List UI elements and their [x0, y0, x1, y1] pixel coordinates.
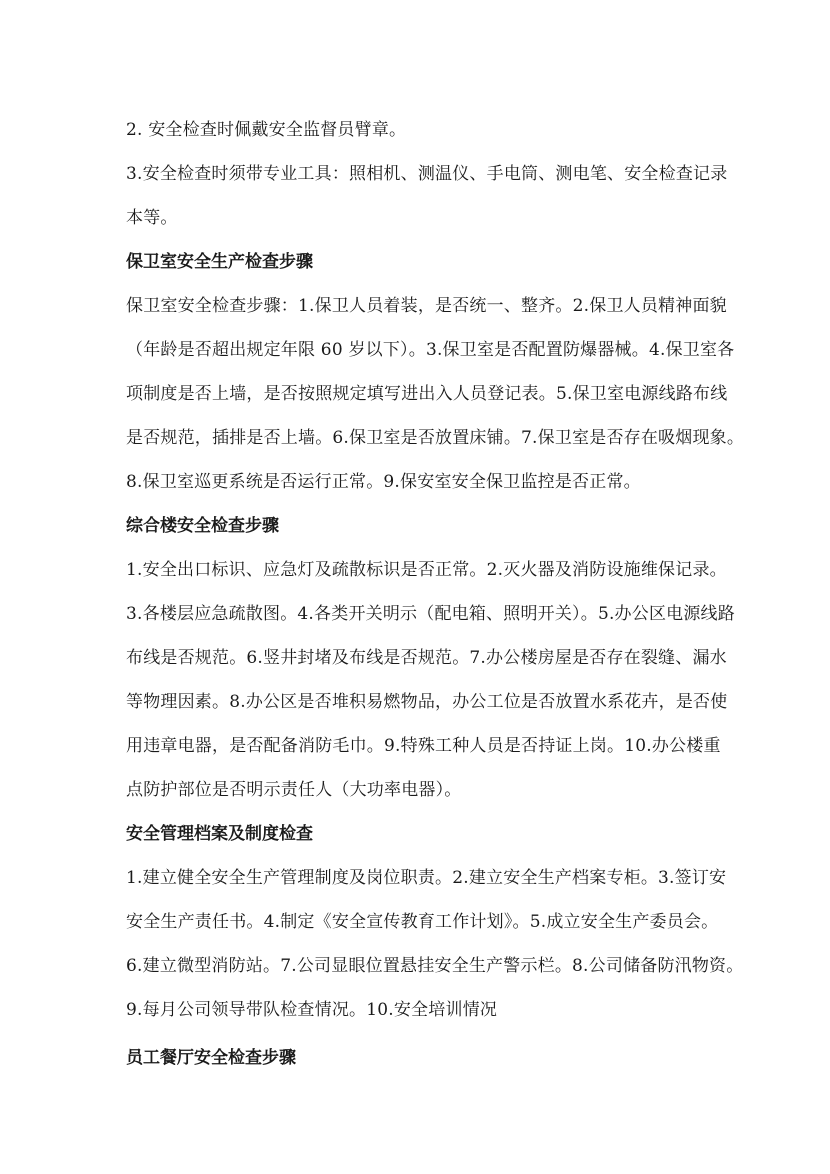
paragraph-line: 1.建立健全安全生产管理制度及岗位职责。2.建立安全生产档案专柜。3.签订安: [126, 868, 727, 888]
section-heading: 综合楼安全检查步骤: [126, 516, 279, 536]
section-heading: 员工餐厅安全检查步骤: [126, 1048, 296, 1068]
paragraph-line: 是否规范，插排是否上墙。6.保卫室是否放置床铺。7.保卫室是否存在吸烟现象。: [126, 428, 745, 448]
paragraph-line: 布线是否规范。6.竖井封堵及布线是否规范。7.办公楼房屋是否存在裂缝、漏水: [126, 648, 727, 668]
paragraph-line: 8.保卫室巡更系统是否运行正常。9.保安室安全保卫监控是否正常。: [126, 472, 641, 492]
paragraph-line: （年龄是否超出规定年限 60 岁以下）。3.保卫室是否配置防爆器械。4.保卫室各: [126, 340, 735, 360]
document-page: [126, 108, 745, 1080]
section-heading: 安全管理档案及制度检查: [126, 824, 313, 844]
paragraph-line: 点防护部位是否明示责任人（大功率电器）。: [126, 780, 462, 800]
paragraph-line: 3.安全检查时须带专业工具：照相机、测温仪、手电筒、测电笔、安全检查记录: [126, 164, 728, 184]
paragraph-line: 2. 安全检查时佩戴安全监督员臂章。: [126, 120, 407, 140]
paragraph-line: 6.建立微型消防站。7.公司显眼位置悬挂安全生产警示栏。8.公司储备防汛物资。: [126, 956, 744, 976]
paragraph-line: 用违章电器，是否配备消防毛巾。9.特殊工种人员是否持证上岗。10.办公楼重: [126, 736, 721, 756]
section-heading: 保卫室安全生产检查步骤: [126, 252, 313, 272]
paragraph-line: 3.各楼层应急疏散图。4.各类开关明示（配电箱、照明开关）。5.办公区电源线路: [126, 604, 735, 624]
paragraph-line: 本等。: [126, 208, 178, 228]
paragraph-line: 等物理因素。8.办公区是否堆积易燃物品，办公工位是否放置水系花卉，是否使: [126, 692, 728, 712]
paragraph-line: 1.安全出口标识、应急灯及疏散标识是否正常。2.灭火器及消防设施维保记录。: [126, 560, 727, 580]
paragraph-line: 项制度是否上墙，是否按照规定填写进出入人员登记表。5.保卫室电源线路布线: [126, 384, 728, 404]
paragraph-line: 保卫室安全检查步骤：1.保卫人员着装，是否统一、整齐。2.保卫人员精神面貌: [126, 296, 727, 316]
paragraph-line: 安全生产责任书。4.制定《安全宣传教育工作计划》。5.成立安全生产委员会。: [126, 912, 719, 932]
paragraph-line: 9.每月公司领导带队检查情况。10.安全培训情况: [126, 1000, 498, 1020]
